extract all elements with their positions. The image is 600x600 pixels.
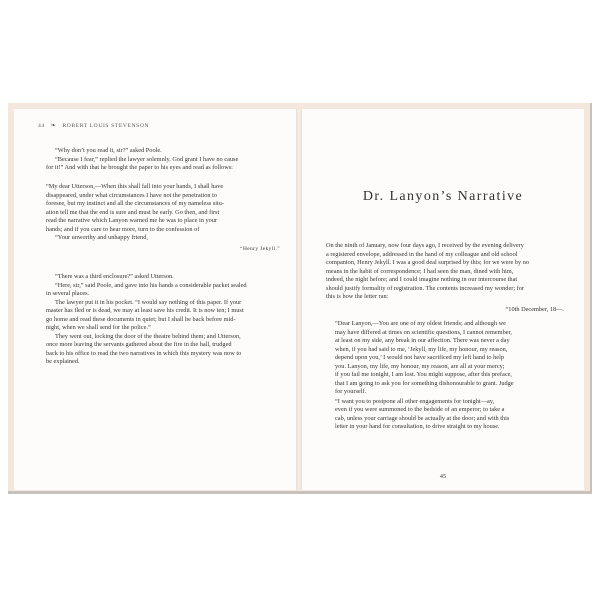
text-line: “I want you to postpone all other engagements for tonight—ay, <box>335 397 495 405</box>
jekyll-letter-to-lanyon <box>326 320 564 432</box>
text-line: means in the habit of correspondence; I had seen the man, dined with him, <box>326 267 514 275</box>
jekyll-letter <box>46 183 280 253</box>
fleuron-icon: ❧ <box>50 123 57 129</box>
text-line: should justify formality of registration. The contents increased my wonder; for <box>326 284 525 292</box>
text-line: that I am going to ask you for something dishonourable to grant. Judge <box>335 379 514 387</box>
right-page-text-1 <box>326 242 564 314</box>
left-page-number: 44 <box>38 123 45 129</box>
text-line: “Your unworthy and unhappy friend, <box>55 234 148 241</box>
text-line: night, when we shall send for the police.” <box>46 324 151 331</box>
text-line: “Because I fear,” replied the lawyer solemnly. God grant I have no cause <box>55 155 239 163</box>
text-line: once more leaving the servants gathered about the fire in the hall, trudged <box>46 341 232 348</box>
text-line: in several places. <box>46 290 90 297</box>
text-line: for it!” And with that he brought the paper to his eyes and read as follows: <box>46 164 233 171</box>
text-line: ation tell me that the end is sure and must be early. Go then, and first <box>46 208 220 216</box>
text-line: master has fled or is dead, we may at least save his credit. It is now ten; I must <box>46 307 244 314</box>
left-page-text-2 <box>46 273 280 367</box>
text-line: The lawyer put it in his pocket. “I would say nothing of this paper. If your <box>55 298 242 306</box>
text-line: be explained. <box>46 358 80 365</box>
right-page-number: 45 <box>439 473 447 480</box>
text-line: “Dear Lanyon,—You are one of my oldest friends; and although we <box>335 320 506 327</box>
text-line: go home and read these documents in quiet; but I shall be back before mid- <box>46 315 236 323</box>
text-line: a registered envelope, addressed in the hand of my colleague and old school <box>326 250 518 258</box>
book-spread <box>8 103 592 494</box>
running-head <box>38 122 149 129</box>
author-name: ROBERT LOUIS STEVENSON <box>62 123 150 129</box>
text-line: “Why don’t you read it, sir?” asked Poole. <box>55 147 162 154</box>
text-line: if you fail me tonight, I am lost. You might suppose, after this preface, <box>335 371 512 378</box>
text-line: you. Lanyon, my life, my honour, my reason, are all at your mercy; <box>335 362 505 370</box>
text-line: On the ninth of January, now four days ago, I received by the evening delivery <box>326 242 524 249</box>
text-line: letter in your hand for consultation, to drive straight to my house. <box>335 423 500 430</box>
text-line: may have differed at times on scientific questions, I cannot remember, <box>335 328 512 336</box>
text-line: “Here, sir,” said Poole, and gave into his hands a considerable packet sealed <box>55 281 247 289</box>
text-line: for yourself. <box>335 388 367 395</box>
text-line: “There was a third enclosure?” asked Utterson. <box>55 273 174 280</box>
text-line: They went out, locking the door of the theatre behind them; and Utterson, <box>55 332 241 340</box>
text-line: at least on my side, any break in our affection. There was never a day <box>335 337 510 344</box>
text-line: read the narrative which Lanyon warned me he was to place in your <box>46 217 217 224</box>
text-line: “My dear Utterson,—When this shall fall into your hands, I shall have <box>46 183 224 190</box>
text-line: this is how the letter ran: <box>326 293 389 300</box>
text-line: when, if you had said to me, ‘Jekyll, my life, my honour, my reason, <box>335 345 508 353</box>
right-page <box>302 109 584 490</box>
text-line: depend upon you,’ I would not have sacrificed my left hand to help <box>335 354 504 361</box>
text-line: even if you were summoned to the bedside of an emperor; to take a <box>335 406 505 413</box>
left-page <box>14 109 296 490</box>
chapter-title: Dr. Lanyon’s Narrative <box>362 189 524 204</box>
text-line: indeed, the night before; and I could imagine nothing in our intercourse that <box>326 276 518 283</box>
text-line: hands; and if you care to hear more, turn to the confession of <box>46 225 200 233</box>
text-line: back to his office to read the two narratives in which this mystery was now to <box>46 349 242 357</box>
text-line: disappeared, under what circumstances I have not the penetration to <box>46 191 217 199</box>
signature: “Henry Jekyll.” <box>240 245 280 252</box>
text-line: cab, unless your carriage should be actually at the door; and with this <box>335 414 510 422</box>
left-page-text-1 <box>46 147 280 173</box>
text-line: companion, Henry Jekyll. I was a good deal surprised by this; for we were by no <box>326 259 530 266</box>
text-line: foresee, but my instinct and all the circumstances of my nameless situ- <box>46 200 225 207</box>
letter-date: “10th December, 18—. <box>505 305 564 313</box>
